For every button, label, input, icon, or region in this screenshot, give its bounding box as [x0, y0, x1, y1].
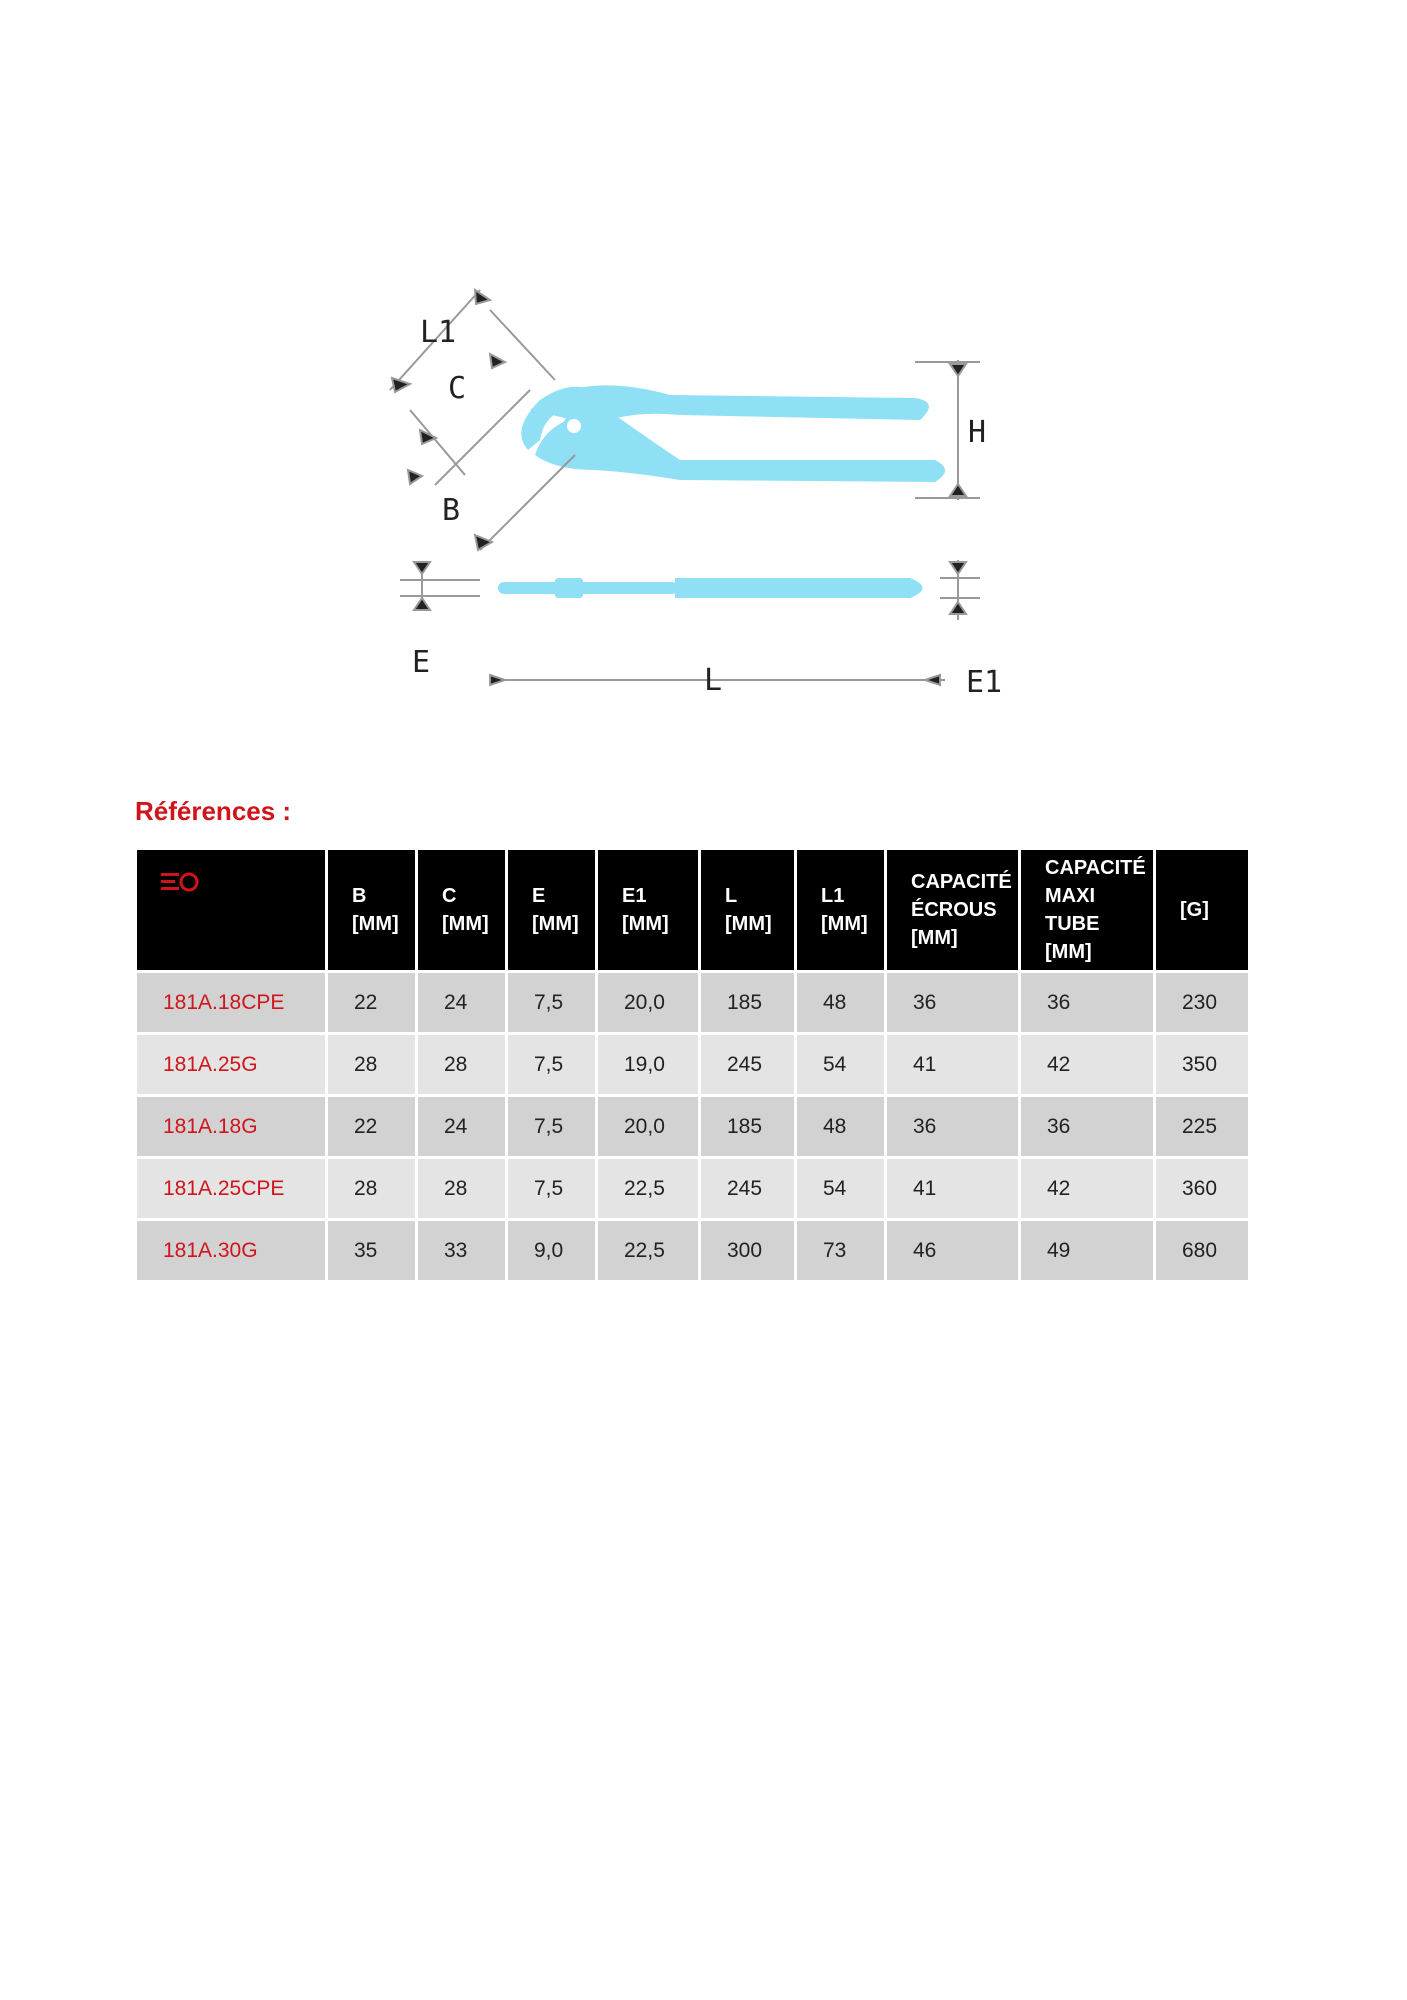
cell-l: 245 — [701, 1159, 794, 1218]
cell-e: 7,5 — [508, 1035, 595, 1094]
cell-b: 35 — [328, 1221, 415, 1280]
cell-capacite-ecrous: 36 — [887, 973, 1018, 1032]
cell-capacite-tube: 36 — [1021, 973, 1153, 1032]
plier-side-view — [498, 578, 923, 598]
facom-logo-icon — [161, 871, 201, 893]
table-row — [137, 1159, 1248, 1218]
table-row — [137, 1097, 1248, 1156]
dim-label-c: C — [448, 371, 467, 406]
cell-weight: 230 — [1156, 973, 1248, 1032]
ref-cell: 181A.30G — [137, 1221, 325, 1280]
header-e: E [MM] — [508, 850, 595, 970]
table-row — [137, 1221, 1248, 1280]
ref-cell: 181A.25G — [137, 1035, 325, 1094]
cell-c: 24 — [418, 1097, 505, 1156]
dimension-labels — [412, 315, 1002, 700]
cell-l1: 54 — [797, 1159, 884, 1218]
cell-l1: 48 — [797, 973, 884, 1032]
table-row — [137, 973, 1248, 1032]
plier-top-view — [521, 385, 945, 482]
cell-l1: 54 — [797, 1035, 884, 1094]
cell-c: 28 — [418, 1159, 505, 1218]
header-l1: L1 [MM] — [797, 850, 884, 970]
cell-b: 22 — [328, 973, 415, 1032]
cell-b: 28 — [328, 1035, 415, 1094]
header-ref — [137, 850, 325, 970]
header-capacite-maxi-tube: CAPACITÉ MAXI TUBE [MM] — [1021, 850, 1153, 970]
references-table — [134, 847, 1251, 1283]
ref-cell: 181A.18CPE — [137, 973, 325, 1032]
cell-l1: 73 — [797, 1221, 884, 1280]
cell-capacite-tube: 42 — [1021, 1035, 1153, 1094]
cell-capacite-ecrous: 46 — [887, 1221, 1018, 1280]
dim-label-b: B — [442, 493, 461, 528]
header-capacite-ecrous: CAPACITÉ ÉCROUS [MM] — [887, 850, 1018, 970]
cell-weight: 360 — [1156, 1159, 1248, 1218]
dim-label-l1: L1 — [420, 315, 457, 350]
cell-l: 300 — [701, 1221, 794, 1280]
header-l: L [MM] — [701, 850, 794, 970]
header-e1: E1 [MM] — [598, 850, 698, 970]
dim-label-e1: E1 — [966, 665, 1003, 700]
cell-b: 22 — [328, 1097, 415, 1156]
dim-label-l: L — [704, 663, 723, 698]
header-b: B [MM] — [328, 850, 415, 970]
cell-capacite-ecrous: 41 — [887, 1035, 1018, 1094]
plier-dimension-diagram — [380, 280, 1020, 710]
cell-capacite-tube: 42 — [1021, 1159, 1153, 1218]
cell-e1: 20,0 — [598, 1097, 698, 1156]
cell-e: 7,5 — [508, 1159, 595, 1218]
cell-e1: 20,0 — [598, 973, 698, 1032]
ref-cell: 181A.25CPE — [137, 1159, 325, 1218]
ref-cell: 181A.18G — [137, 1097, 325, 1156]
cell-capacite-tube: 49 — [1021, 1221, 1153, 1280]
dimension-lines — [390, 290, 980, 685]
cell-capacite-tube: 36 — [1021, 1097, 1153, 1156]
cell-weight: 350 — [1156, 1035, 1248, 1094]
cell-e: 9,0 — [508, 1221, 595, 1280]
cell-c: 28 — [418, 1035, 505, 1094]
dim-label-h: H — [968, 415, 987, 450]
cell-l: 245 — [701, 1035, 794, 1094]
table-header-row — [137, 850, 1248, 970]
cell-l: 185 — [701, 1097, 794, 1156]
cell-e1: 19,0 — [598, 1035, 698, 1094]
cell-capacite-ecrous: 41 — [887, 1159, 1018, 1218]
cell-c: 33 — [418, 1221, 505, 1280]
cell-e: 7,5 — [508, 1097, 595, 1156]
cell-l: 185 — [701, 973, 794, 1032]
cell-l1: 48 — [797, 1097, 884, 1156]
cell-e1: 22,5 — [598, 1221, 698, 1280]
cell-capacite-ecrous: 36 — [887, 1097, 1018, 1156]
header-c: C [MM] — [418, 850, 505, 970]
cell-c: 24 — [418, 973, 505, 1032]
plier-diagram-svg — [380, 280, 1020, 710]
cell-weight: 225 — [1156, 1097, 1248, 1156]
cell-b: 28 — [328, 1159, 415, 1218]
cell-weight: 680 — [1156, 1221, 1248, 1280]
cell-e: 7,5 — [508, 973, 595, 1032]
cell-e1: 22,5 — [598, 1159, 698, 1218]
table-row — [137, 1035, 1248, 1094]
header-weight: [G] — [1156, 850, 1248, 970]
dim-label-e: E — [412, 645, 431, 680]
references-title: Références : — [135, 796, 292, 826]
